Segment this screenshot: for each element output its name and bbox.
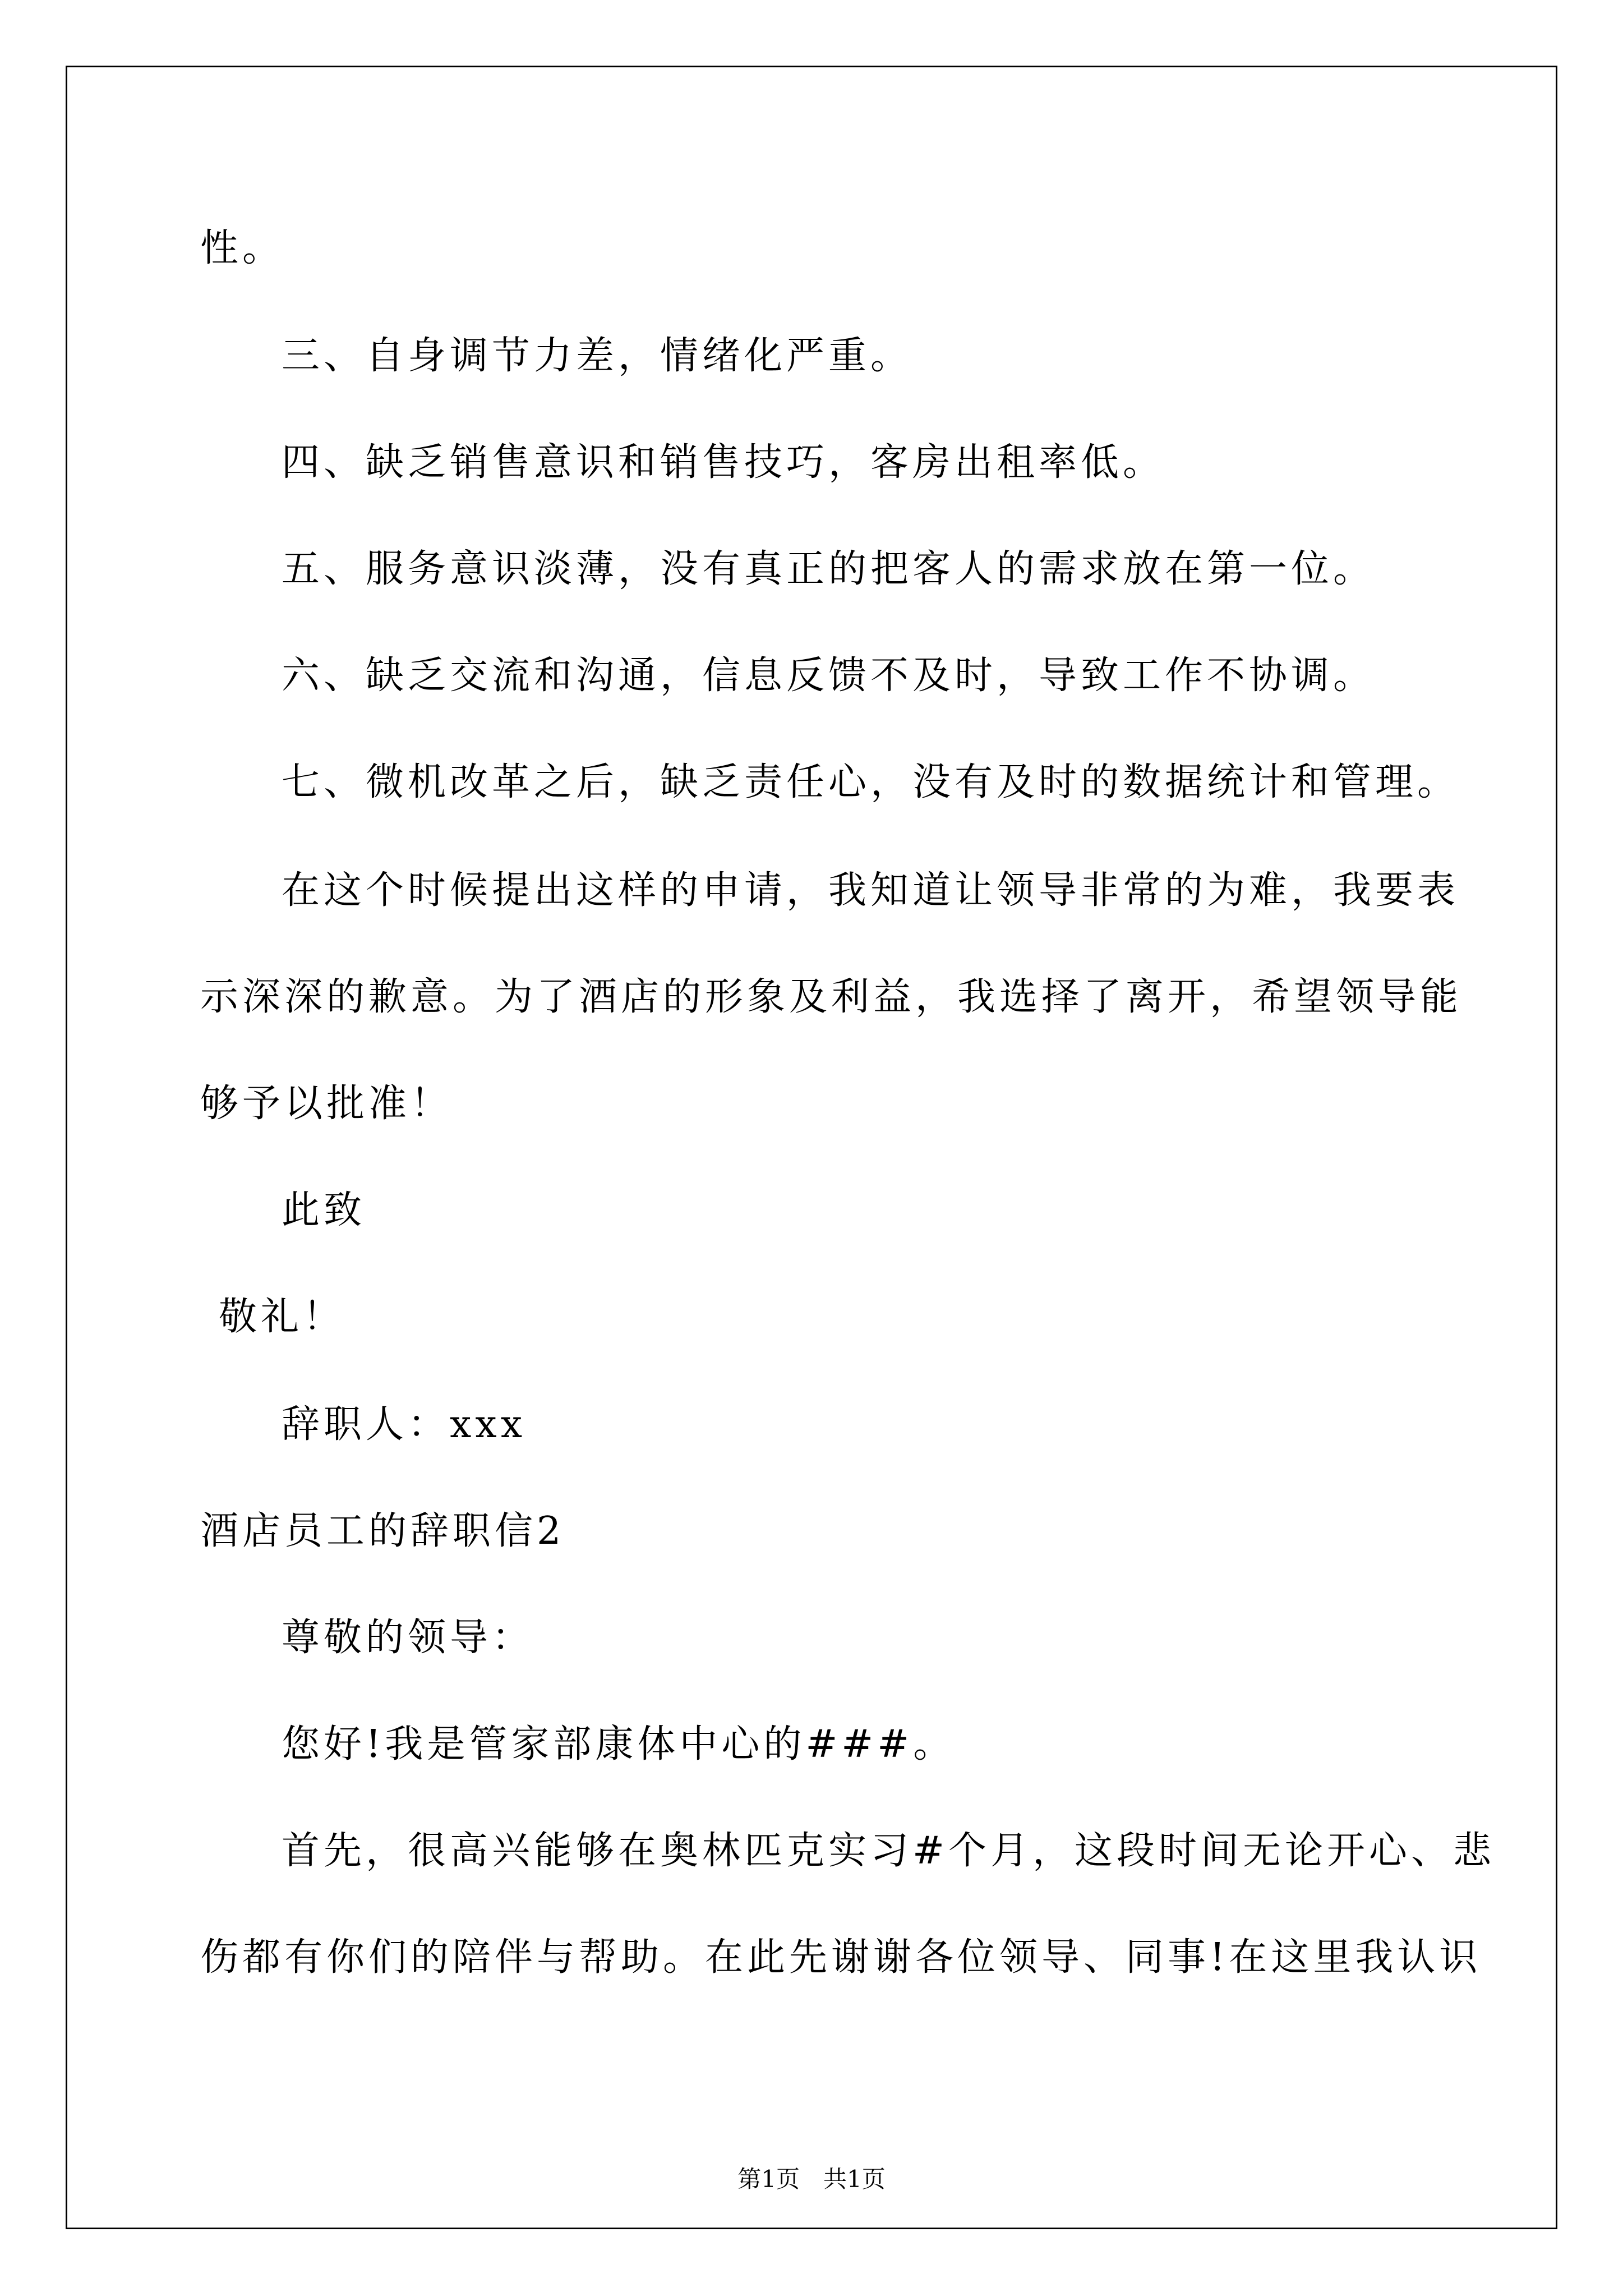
text-line-5: 六、缺乏交流和沟通，信息反馈不及时，导致工作不协调。 [282, 654, 1376, 698]
text-line-7: 在这个时候提出这样的申请，我知道让领导非常的为难，我要表 [282, 868, 1460, 913]
text-line-4: 五、服务意识淡薄，没有真正的把客人的需求放在第一位。 [282, 547, 1376, 591]
text-line-3: 四、缺乏销售意识和销售技巧，客房出租率低。 [282, 440, 1165, 485]
text-line-6: 七、微机改革之后，缺乏责任心，没有及时的数据统计和管理。 [282, 760, 1460, 804]
page-border [66, 66, 1557, 2229]
text-line-16: 首先，很高兴能够在奥林匹克实习#个月，这段时间无论开心、悲 [282, 1829, 1495, 1873]
text-line-17: 伤都有你们的陪伴与帮助。在此先谢谢各位领导、同事!在这里我认识 [200, 1935, 1482, 1980]
text-line-10: 此致 [282, 1188, 366, 1232]
text-line-1: 性。 [200, 226, 285, 270]
text-line-13: 酒店员工的辞职信2 [200, 1509, 565, 1553]
text-line-2: 三、自身调节力差，情绪化严重。 [282, 334, 913, 378]
text-line-14: 尊敬的领导： [282, 1616, 534, 1660]
text-line-15: 您好!我是管家部康体中心的###。 [282, 1722, 956, 1766]
text-line-8: 示深深的歉意。为了酒店的形象及利益，我选择了离开，希望领导能 [200, 975, 1463, 1019]
page-footer: 第1页 共1页 [737, 2165, 886, 2193]
text-line-12: 辞职人：xxx [282, 1402, 527, 1447]
text-line-11: 敬礼！ [219, 1295, 345, 1339]
text-line-9: 够予以批准！ [200, 1082, 453, 1126]
